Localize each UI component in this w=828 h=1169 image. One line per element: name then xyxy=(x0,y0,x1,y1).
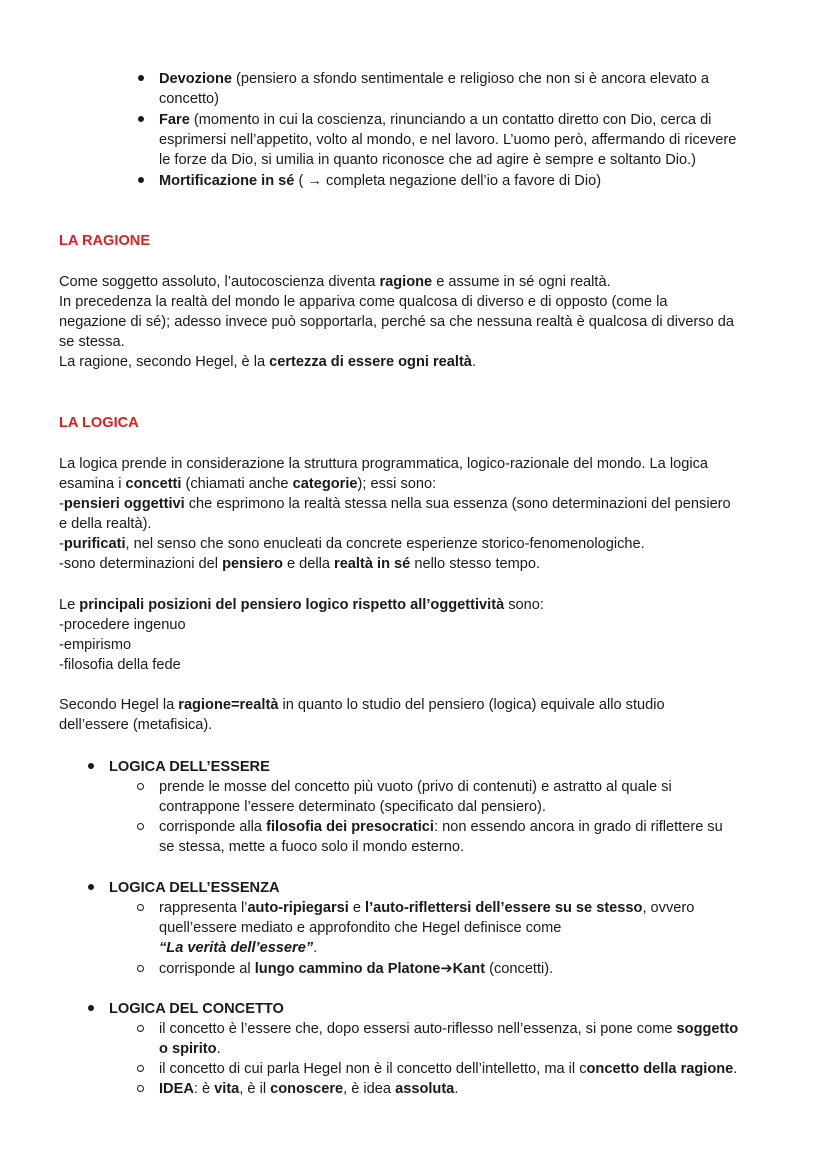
text: il concetto è l’essere che, dopo essersi auto-riflesso nell’essenza, si pone come xyxy=(159,1021,677,1037)
term: Mortificazione in sé xyxy=(159,173,295,189)
text-line: esprimersi nell’appetito, volto al mondo, e nel lavoro. L’uomo però, affermando di ricevere xyxy=(159,132,737,148)
text: - xyxy=(59,496,64,512)
sub-bullet-line xyxy=(159,1059,737,1079)
text: Le xyxy=(59,597,80,613)
list-item: -filosofia della fede xyxy=(59,657,181,673)
paragraph-line xyxy=(59,352,476,372)
bullet-circle xyxy=(137,904,144,911)
bold-text: lungo cammino da Platone➔Kant xyxy=(254,961,486,977)
text: , ovvero xyxy=(642,900,695,916)
text: - xyxy=(59,536,64,552)
text: ); essi sono: xyxy=(357,476,437,492)
text: rappresenta l’ xyxy=(159,900,248,916)
paragraph-line xyxy=(59,272,611,292)
text: nello stesso tempo. xyxy=(410,556,541,572)
bullet-circle xyxy=(137,1085,144,1092)
bold-text: principali posizioni del pensiero logico rispetto all’oggettività xyxy=(79,597,505,613)
term: Devozione xyxy=(159,71,232,87)
sub-bullet-line xyxy=(159,959,553,979)
bullet-dot xyxy=(88,1005,94,1011)
bold-text: auto-ripiegarsi xyxy=(247,900,349,916)
paragraph-line: e della realtà). xyxy=(59,516,152,532)
bold-text: pensiero xyxy=(222,556,283,572)
bold-text: ragione xyxy=(379,274,433,290)
paragraph-line xyxy=(59,695,665,715)
subsection-title-essenza: LOGICA DELL’ESSENZA xyxy=(109,880,280,896)
section-heading-logica: LA LOGICA xyxy=(59,415,139,431)
bullet-dot xyxy=(88,763,94,769)
text: Come soggetto assoluto, l’autocoscienza diventa xyxy=(59,274,380,290)
bullet-dot xyxy=(138,75,144,81)
bold-italic-text: “La verità dell’essere” xyxy=(159,940,314,956)
sub-bullet-line: quell’essere mediato e approfondito che Hegel definisce come xyxy=(159,920,562,936)
text: . xyxy=(454,1081,459,1097)
text: La ragione, secondo Hegel, è la xyxy=(59,354,270,370)
text: esamina i xyxy=(59,476,126,492)
text: (chiamati anche xyxy=(181,476,293,492)
text: . xyxy=(471,354,476,370)
paragraph-line xyxy=(59,595,544,615)
bold-text: vita xyxy=(214,1081,240,1097)
text: . xyxy=(733,1061,738,1077)
bold-text: l’auto-riflettersi dell’essere su se stesso xyxy=(365,900,643,916)
sub-bullet-line xyxy=(159,1079,458,1099)
bold-text: ragione=realtà xyxy=(178,697,279,713)
sub-bullet-line xyxy=(159,898,694,918)
list-item: -empirismo xyxy=(59,637,132,653)
text: e assume in sé ogni realtà. xyxy=(432,274,611,290)
bold-text: oncetto della ragione xyxy=(586,1061,734,1077)
text: . xyxy=(216,1041,221,1057)
text: , è idea xyxy=(343,1081,396,1097)
text: corrisponde al xyxy=(159,961,255,977)
text-line: concetto) xyxy=(159,91,220,107)
bold-text: IDEA xyxy=(159,1081,194,1097)
bold-text: categorie xyxy=(292,476,358,492)
text: in quanto lo studio del pensiero (logica) equivale allo studio xyxy=(278,697,665,713)
paragraph-line: La logica prende in considerazione la struttura programmatica, logico-razionale del mondo. La logica xyxy=(59,456,708,472)
bullet-devozione xyxy=(159,69,709,89)
sub-bullet-line xyxy=(159,1039,221,1059)
text: il concetto di cui parla Hegel non è il concetto dell’intelletto, ma il c xyxy=(159,1061,587,1077)
text: (pensiero a sfondo sentimentale e religioso che non si è ancora elevato a xyxy=(231,71,710,87)
sub-bullet-line: prende le mosse del concetto più vuoto (privo di contenuti) e astratto al quale si xyxy=(159,779,672,795)
bullet-dot xyxy=(138,116,144,122)
text: e della xyxy=(282,556,335,572)
sub-bullet-line: contrappone l’essere determinato (specificato dal pensiero). xyxy=(159,799,546,815)
text: ( → completa negazione dell’io a favore di Dio) xyxy=(294,173,602,189)
subsection-title-essere: LOGICA DELL’ESSERE xyxy=(109,759,270,775)
bullet-mortificazione xyxy=(159,171,601,191)
bullet-circle xyxy=(137,823,144,830)
text-line: le forze da Dio, si umilia in quanto riconosce che ad agire è sempre e soltanto Dio.) xyxy=(159,152,697,168)
text: : non essendo ancora in grado di riflettere su xyxy=(433,819,723,835)
paragraph-line xyxy=(59,554,540,574)
term: Fare xyxy=(159,112,190,128)
text: che esprimono la realtà stessa nella sua essenza (sono determinazioni del pensiero xyxy=(184,496,731,512)
bullet-fare xyxy=(159,110,711,130)
sub-bullet-line xyxy=(159,938,317,958)
sub-bullet-line: se stessa, mette a fuoco solo il mondo esterno. xyxy=(159,839,465,855)
bullet-circle xyxy=(137,1065,144,1072)
bold-text: o spirito xyxy=(159,1041,217,1057)
paragraph-line xyxy=(59,534,645,554)
text: (momento in cui la coscienza, rinunciando a un contatto diretto con Dio, cerca di xyxy=(189,112,712,128)
list-item: -procedere ingenuo xyxy=(59,617,186,633)
bold-text: realtà in sé xyxy=(334,556,411,572)
text: (concetti). xyxy=(485,961,554,977)
bullet-circle xyxy=(137,783,144,790)
sub-bullet-line xyxy=(159,817,723,837)
text: : è xyxy=(193,1081,215,1097)
paragraph-line xyxy=(59,474,436,494)
bold-text: filosofia dei presocratici xyxy=(266,819,434,835)
bullet-dot xyxy=(138,177,144,183)
bold-text: soggetto xyxy=(676,1021,739,1037)
text: , nel senso che sono enucleati da concrete esperienze storico-fenomenologiche. xyxy=(125,536,645,552)
paragraph-line: se stessa. xyxy=(59,334,125,350)
bold-text: concetti xyxy=(125,476,182,492)
text: , è il xyxy=(239,1081,271,1097)
text: -sono determinazioni del xyxy=(59,556,223,572)
bullet-circle xyxy=(137,965,144,972)
bold-text: assoluta xyxy=(395,1081,455,1097)
bold-text: pensieri oggettivi xyxy=(63,496,185,512)
bullet-circle xyxy=(137,1025,144,1032)
paragraph-line: dell’essere (metafisica). xyxy=(59,717,213,733)
paragraph-line: In precedenza la realtà del mondo le appariva come qualcosa di diverso e di opposto (come la xyxy=(59,294,668,310)
text: sono: xyxy=(504,597,544,613)
bullet-dot xyxy=(88,884,94,890)
paragraph-line xyxy=(59,494,731,514)
text: Secondo Hegel la xyxy=(59,697,179,713)
paragraph-line: negazione di sé); adesso invece può sopportarla, perché sa che nessuna realtà è qualcosa di diverso da xyxy=(59,314,734,330)
subsection-title-concetto: LOGICA DEL CONCETTO xyxy=(109,1001,284,1017)
sub-bullet-line xyxy=(159,1019,738,1039)
text: corrisponde alla xyxy=(159,819,267,835)
text: . xyxy=(313,940,318,956)
bold-text: conoscere xyxy=(270,1081,344,1097)
bold-text: purificati xyxy=(63,536,126,552)
section-heading-ragione: LA RAGIONE xyxy=(59,233,151,249)
text: e xyxy=(348,900,366,916)
bold-text: certezza di essere ogni realtà xyxy=(269,354,472,370)
